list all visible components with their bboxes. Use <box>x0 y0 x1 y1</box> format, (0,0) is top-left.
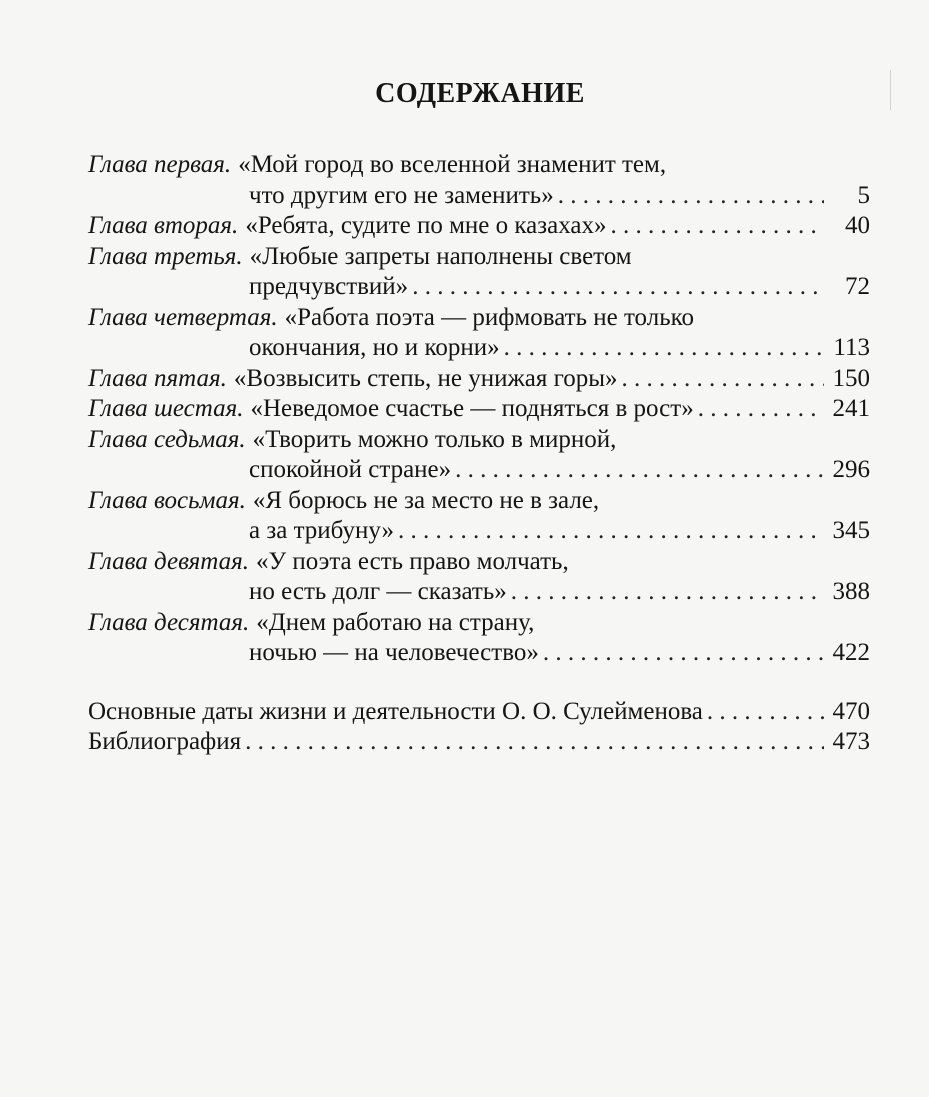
toc-line <box>88 547 870 578</box>
dot-leader <box>707 697 824 728</box>
toc-line-continued <box>88 181 870 212</box>
chapter-label: Глава восьмая. <box>88 486 246 514</box>
toc-line <box>88 242 870 273</box>
toc-line <box>88 425 870 456</box>
chapter-title-continued: ночью — на человечество» <box>249 639 539 666</box>
page-number: 470 <box>832 697 870 725</box>
chapter-title-continued: что другим его не заменить» <box>249 181 554 209</box>
toc-entry <box>88 150 870 211</box>
chapter-title: «У поэта есть право молчать, <box>255 547 569 575</box>
chapter-title: «Возвысить степь, не унижая горы» <box>233 364 618 392</box>
toc-line-continued <box>88 577 870 608</box>
appendix-list <box>88 697 870 758</box>
toc-line-continued <box>88 272 870 303</box>
toc-line-continued <box>88 516 870 547</box>
page-number: 113 <box>833 334 870 361</box>
dot-leader <box>455 455 824 486</box>
toc-line <box>88 211 870 242</box>
dot-leader <box>504 333 824 364</box>
toc-line <box>88 486 870 517</box>
chapter-label: Глава десятая. <box>88 608 250 636</box>
chapter-title: «Творить можно только в мирной, <box>252 425 617 453</box>
page-number: 150 <box>832 364 870 392</box>
toc-entry <box>88 425 870 486</box>
appendix-entry <box>88 697 870 728</box>
chapter-title-continued: предчувствий» <box>249 273 409 300</box>
chapter-title: «Я борюсь не за место не в зале, <box>252 486 600 514</box>
page-number: 296 <box>832 456 870 483</box>
page-number: 422 <box>832 639 870 666</box>
page-number: 241 <box>832 395 870 422</box>
toc-line <box>88 150 870 181</box>
section-gap <box>88 669 870 697</box>
dot-leader <box>558 181 824 212</box>
dot-leader <box>622 364 824 395</box>
dot-leader <box>245 727 824 758</box>
toc-line <box>88 394 870 425</box>
chapter-label: Глава третья. <box>88 242 243 270</box>
toc-line-continued <box>88 333 870 364</box>
chapter-list <box>88 150 870 669</box>
toc-line <box>88 303 870 334</box>
chapter-title: «Любые запреты наполнены светом <box>249 242 632 270</box>
appendix-title: Основные даты жизни и деятельности О. О. Сулейменова <box>88 697 703 725</box>
chapter-label: Глава четвертая. <box>88 303 278 331</box>
chapter-label: Глава седьмая. <box>88 425 246 453</box>
dot-leader <box>543 638 824 669</box>
dot-leader <box>511 577 824 608</box>
chapter-title-continued: окончания, но и корни» <box>249 334 500 361</box>
toc-line-continued <box>88 455 870 486</box>
toc-entry <box>88 547 870 608</box>
chapter-label: Глава первая. <box>88 151 232 178</box>
chapter-title: «Работа поэта — рифмовать не только <box>284 303 694 331</box>
toc-entry <box>88 394 870 425</box>
page-number: 473 <box>832 728 870 755</box>
page-number: 5 <box>857 181 870 209</box>
dot-leader <box>398 516 824 547</box>
chapter-title-continued: спокойной стране» <box>249 456 452 483</box>
toc-entry <box>88 486 870 547</box>
appendix-title: Библиография <box>88 728 242 755</box>
chapter-label: Глава вторая. <box>88 212 239 239</box>
toc-entry <box>88 242 870 303</box>
table-of-contents <box>88 150 870 758</box>
dot-leader <box>611 211 825 242</box>
toc-entry <box>88 608 870 669</box>
chapter-title-continued: а за трибуну» <box>249 517 394 544</box>
toc-entry <box>88 364 870 395</box>
page-title: СОДЕРЖАНИЕ <box>375 78 585 109</box>
page-number: 40 <box>845 212 870 239</box>
chapter-label: Глава девятая. <box>88 547 249 575</box>
appendix-entry <box>88 727 870 758</box>
chapter-label: Глава пятая. <box>88 364 227 392</box>
chapter-title: «Днем работаю на страну, <box>256 608 535 636</box>
page-number: 345 <box>832 517 870 544</box>
chapter-title: «Ребята, судите по мне о казахах» <box>245 212 607 239</box>
toc-entry <box>88 211 870 242</box>
toc-entry <box>88 303 870 364</box>
toc-line <box>88 364 870 395</box>
chapter-title: «Неведомое счастье — подняться в рост» <box>250 395 694 422</box>
toc-line <box>88 608 870 639</box>
dot-leader <box>698 394 824 425</box>
page-number: 72 <box>845 273 870 300</box>
chapter-label: Глава шестая. <box>88 395 244 422</box>
chapter-title: «Мой город во вселенной знаменит тем, <box>238 151 667 178</box>
toc-line-continued <box>88 638 870 669</box>
page-number: 388 <box>832 578 870 605</box>
chapter-title-continued: но есть долг — сказать» <box>249 578 507 605</box>
dot-leader <box>412 272 824 303</box>
